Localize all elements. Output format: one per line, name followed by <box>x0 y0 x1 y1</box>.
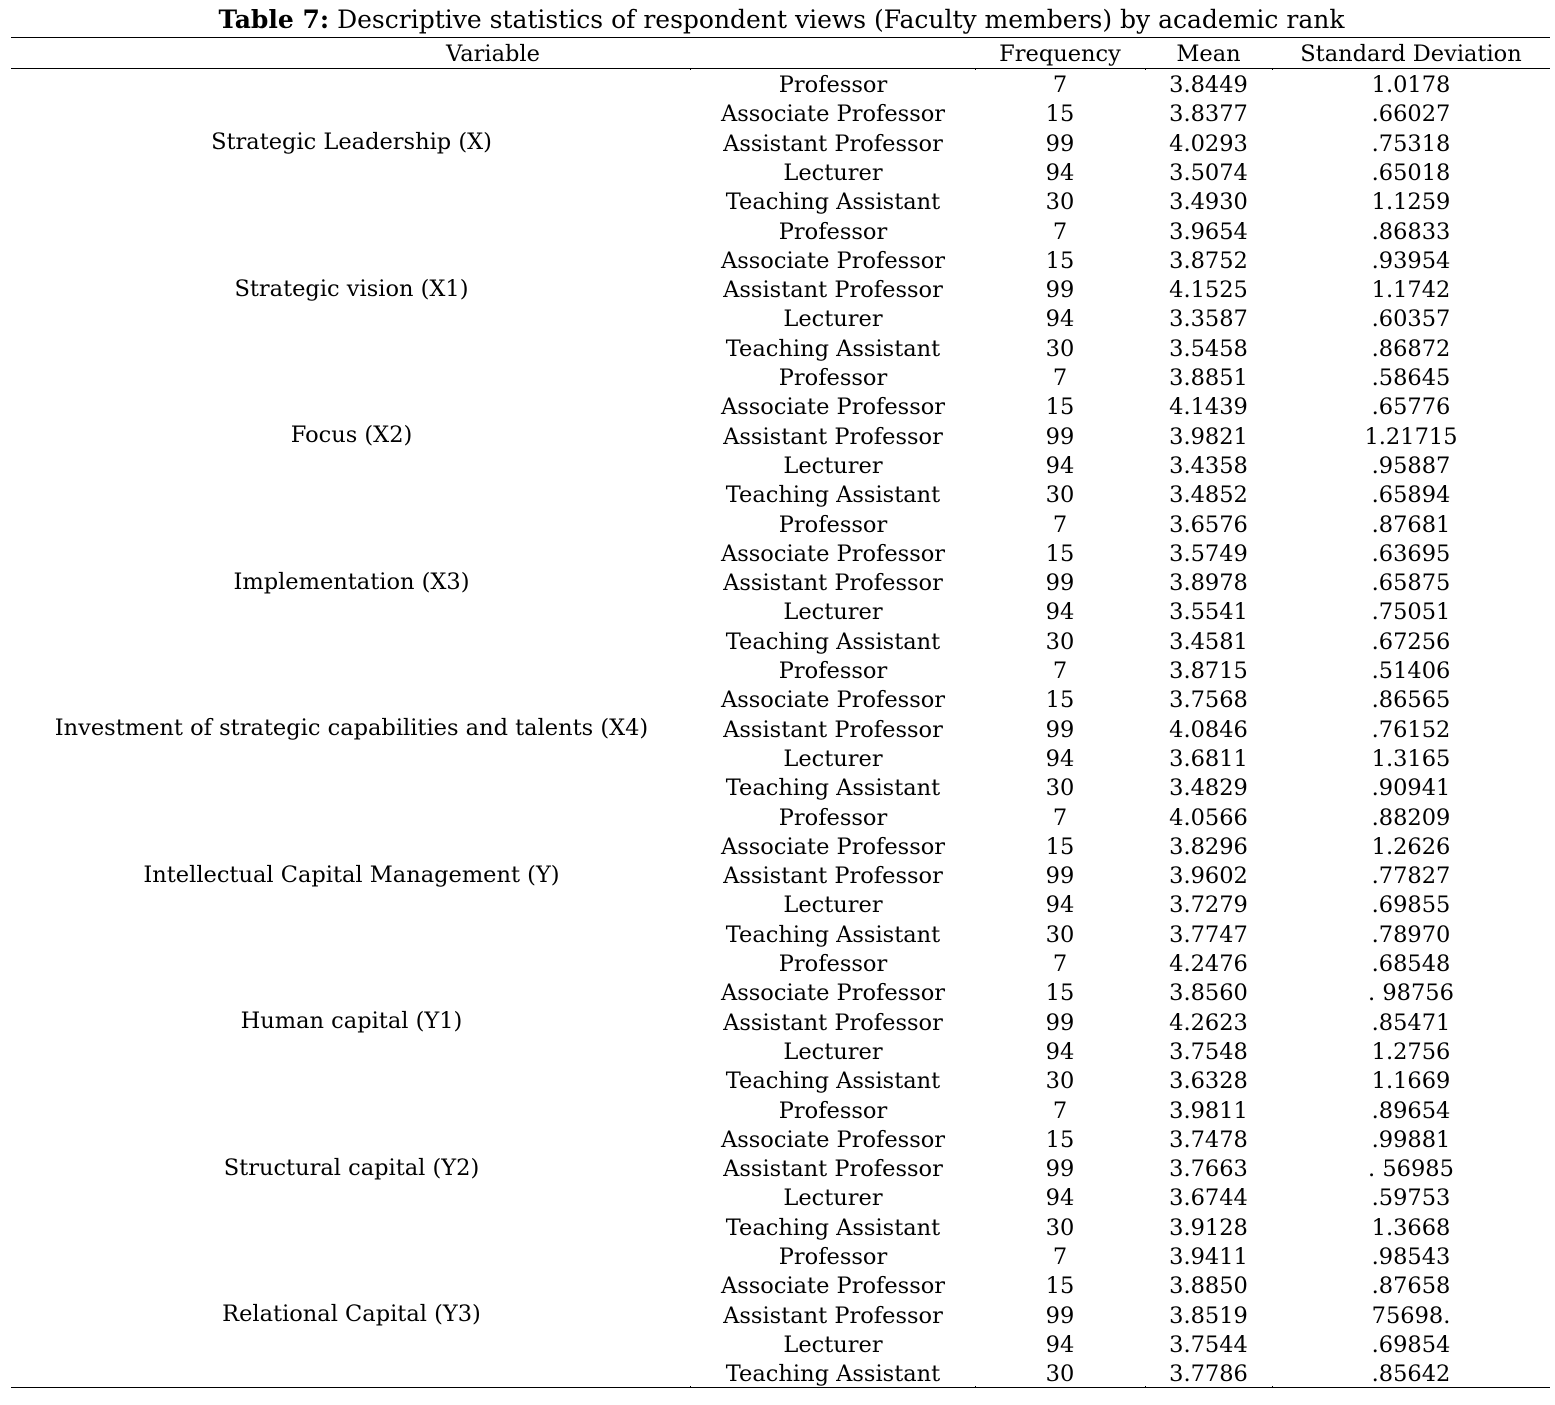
frequency-cell: 99 <box>1045 1156 1075 1183</box>
table-row <box>0 1153 1555 1182</box>
table-row <box>0 567 1555 596</box>
frequency-cell: 15 <box>1045 540 1075 567</box>
standard-deviation-cell: .59753 <box>1371 1185 1451 1212</box>
table-row <box>0 1212 1555 1241</box>
rank-cell: Associate Professor <box>720 687 946 714</box>
mean-cell: 4.1525 <box>1169 277 1248 304</box>
table-row <box>0 1241 1555 1270</box>
standard-deviation-cell: 1.2626 <box>1371 833 1451 860</box>
rank-cell: Associate Professor <box>720 1126 946 1153</box>
standard-deviation-cell: .86872 <box>1371 335 1451 362</box>
rank-cell: Assistant Professor <box>723 716 943 743</box>
rank-cell: Associate Professor <box>720 247 946 274</box>
mean-cell: 3.9811 <box>1169 1097 1248 1124</box>
mean-cell: 4.0293 <box>1169 130 1248 157</box>
table-row <box>0 831 1555 860</box>
mean-cell: 3.6576 <box>1169 511 1248 538</box>
rank-cell: Lecturer <box>783 1185 883 1212</box>
rank-cell: Professor <box>778 951 888 977</box>
table-row <box>0 1065 1555 1094</box>
frequency-cell: 99 <box>1045 716 1075 743</box>
frequency-cell: 30 <box>1045 1361 1075 1388</box>
standard-deviation-cell: .85471 <box>1371 1009 1451 1036</box>
table-row <box>0 1329 1555 1358</box>
table-body <box>0 69 1555 1388</box>
mean-cell: 3.4930 <box>1169 189 1248 216</box>
table-row <box>0 655 1555 684</box>
mean-cell: 3.7786 <box>1169 1361 1248 1388</box>
table-row <box>0 69 1555 98</box>
frequency-cell: 7 <box>1052 511 1068 538</box>
frequency-cell: 30 <box>1045 335 1075 362</box>
standard-deviation-cell: .76152 <box>1371 716 1451 743</box>
table-row <box>0 948 1555 977</box>
mean-cell: 3.8377 <box>1169 101 1248 128</box>
standard-deviation-cell: 1.1669 <box>1371 1068 1451 1095</box>
frequency-cell: 15 <box>1045 247 1075 274</box>
standard-deviation-cell: .65894 <box>1371 482 1451 509</box>
table-row <box>0 186 1555 215</box>
frequency-cell: 99 <box>1045 130 1075 157</box>
variable-group <box>0 69 1555 216</box>
top-rule <box>11 37 1550 38</box>
rank-cell: Teaching Assistant <box>725 335 941 362</box>
table-row <box>0 684 1555 713</box>
standard-deviation-cell: .77827 <box>1371 863 1451 890</box>
variable-name: Strategic vision (X1) <box>234 275 469 302</box>
table-row <box>0 919 1555 948</box>
standard-deviation-cell: .93954 <box>1371 247 1451 274</box>
mean-cell: 3.8560 <box>1169 980 1248 1007</box>
rank-cell: Teaching Assistant <box>725 921 941 948</box>
standard-deviation-cell: .99881 <box>1371 1126 1451 1153</box>
mean-cell: 3.8449 <box>1169 72 1248 98</box>
frequency-cell: 15 <box>1045 394 1075 421</box>
standard-deviation-cell: .89654 <box>1371 1097 1451 1124</box>
variable-group <box>0 1241 1555 1388</box>
standard-deviation-cell: . 98756 <box>1368 980 1454 1007</box>
rank-cell: Professor <box>778 218 888 245</box>
mean-cell: 3.8851 <box>1169 365 1248 391</box>
mean-cell: 3.9602 <box>1169 863 1248 890</box>
standard-deviation-cell: 1.3668 <box>1371 1214 1451 1241</box>
rank-cell: Assistant Professor <box>723 1009 943 1036</box>
mean-cell: 3.8978 <box>1169 570 1248 597</box>
frequency-cell: 7 <box>1052 218 1068 245</box>
variable-group <box>0 509 1555 656</box>
standard-deviation-cell: 1.2756 <box>1371 1038 1451 1065</box>
mean-cell: 3.9411 <box>1169 1244 1248 1270</box>
frequency-cell: 94 <box>1045 1038 1075 1065</box>
mean-cell: 3.5749 <box>1169 540 1248 567</box>
frequency-cell: 7 <box>1052 1244 1068 1270</box>
mean-cell: 4.2623 <box>1169 1009 1248 1036</box>
header-mean: Mean <box>1176 41 1241 67</box>
column-tick <box>1145 1386 1146 1388</box>
standard-deviation-cell: . 56985 <box>1368 1156 1454 1183</box>
mean-cell: 3.7747 <box>1169 921 1248 948</box>
mean-cell: 4.0846 <box>1169 716 1248 743</box>
rank-cell: Teaching Assistant <box>725 628 941 655</box>
table-row <box>0 362 1555 391</box>
rank-cell: Teaching Assistant <box>725 1214 941 1241</box>
table-row <box>0 1300 1555 1329</box>
table-row <box>0 743 1555 772</box>
rank-cell: Associate Professor <box>720 833 946 860</box>
mean-cell: 3.4581 <box>1169 628 1248 655</box>
rank-cell: Teaching Assistant <box>725 1361 941 1388</box>
rank-cell: Associate Professor <box>720 101 946 128</box>
standard-deviation-cell: .95887 <box>1371 452 1451 479</box>
table-title-label: Table 7: <box>218 5 330 34</box>
mean-cell: 4.0566 <box>1169 804 1248 831</box>
table-row <box>0 157 1555 186</box>
table-row <box>0 1182 1555 1211</box>
table-row <box>0 1095 1555 1124</box>
rank-cell: Associate Professor <box>720 1273 946 1300</box>
frequency-cell: 99 <box>1045 1302 1075 1329</box>
standard-deviation-cell: 75698. <box>1371 1302 1451 1329</box>
mean-cell: 3.5458 <box>1169 335 1248 362</box>
standard-deviation-cell: 1.1259 <box>1371 189 1451 216</box>
table-row <box>0 714 1555 743</box>
table-row <box>0 98 1555 127</box>
column-tick <box>975 1386 976 1388</box>
frequency-cell: 15 <box>1045 101 1075 128</box>
mean-cell: 3.6328 <box>1169 1068 1248 1095</box>
frequency-cell: 7 <box>1052 804 1068 831</box>
frequency-cell: 15 <box>1045 687 1075 714</box>
rank-cell: Lecturer <box>783 892 883 919</box>
standard-deviation-cell: .69855 <box>1371 892 1451 919</box>
standard-deviation-cell: .51406 <box>1371 658 1451 684</box>
standard-deviation-cell: 1.3165 <box>1371 745 1451 772</box>
variable-name: Strategic Leadership (X) <box>211 129 492 156</box>
frequency-cell: 99 <box>1045 1009 1075 1036</box>
frequency-cell: 15 <box>1045 980 1075 1007</box>
frequency-cell: 15 <box>1045 833 1075 860</box>
mean-cell: 3.8715 <box>1169 658 1248 684</box>
table-row <box>0 772 1555 801</box>
variable-group <box>0 216 1555 363</box>
standard-deviation-cell: .75318 <box>1371 130 1451 157</box>
standard-deviation-cell: 1.21715 <box>1364 423 1458 450</box>
standard-deviation-cell: .98543 <box>1371 1244 1451 1270</box>
rank-cell: Professor <box>778 72 888 98</box>
variable-name: Intellectual Capital Management (Y) <box>143 861 560 888</box>
frequency-cell: 30 <box>1045 628 1075 655</box>
rank-cell: Assistant Professor <box>723 863 943 890</box>
frequency-cell: 94 <box>1045 1185 1075 1212</box>
mean-cell: 3.5074 <box>1169 159 1248 186</box>
table-row <box>0 860 1555 889</box>
rank-cell: Teaching Assistant <box>725 482 941 509</box>
rank-cell: Lecturer <box>783 452 883 479</box>
rank-cell: Assistant Professor <box>723 1302 943 1329</box>
table-title-text: Descriptive statistics of respondent views (Faculty members) by academic rank <box>329 5 1345 34</box>
column-tick <box>1272 1386 1273 1388</box>
rank-cell: Assistant Professor <box>723 130 943 157</box>
table-row <box>0 1124 1555 1153</box>
table-row <box>0 1270 1555 1299</box>
rank-cell: Lecturer <box>783 159 883 186</box>
rank-cell: Professor <box>778 511 888 538</box>
mean-cell: 3.6811 <box>1169 745 1248 772</box>
rank-cell: Lecturer <box>783 745 883 772</box>
table-row <box>0 1036 1555 1065</box>
rank-cell: Lecturer <box>783 306 883 333</box>
rank-cell: Lecturer <box>783 1331 883 1358</box>
frequency-cell: 94 <box>1045 159 1075 186</box>
mean-cell: 3.6744 <box>1169 1185 1248 1212</box>
frequency-cell: 7 <box>1052 1097 1068 1124</box>
table-row <box>0 303 1555 332</box>
variable-group <box>0 948 1555 1095</box>
mean-cell: 3.4852 <box>1169 482 1248 509</box>
variable-name: Investment of strategic capabilities and talents (X4) <box>54 715 649 742</box>
frequency-cell: 94 <box>1045 599 1075 626</box>
mean-cell: 3.7568 <box>1169 687 1248 714</box>
variable-name: Focus (X2) <box>290 422 413 449</box>
frequency-cell: 94 <box>1045 892 1075 919</box>
rank-cell: Professor <box>778 1244 888 1270</box>
frequency-cell: 15 <box>1045 1273 1075 1300</box>
table-row <box>0 216 1555 245</box>
table-row <box>0 1007 1555 1036</box>
variable-name: Human capital (Y1) <box>240 1008 463 1035</box>
rank-cell: Associate Professor <box>720 394 946 421</box>
rank-cell: Teaching Assistant <box>725 775 941 802</box>
standard-deviation-cell: .69854 <box>1371 1331 1451 1358</box>
frequency-cell: 99 <box>1045 863 1075 890</box>
variable-group <box>0 802 1555 949</box>
header-frequency: Frequency <box>999 41 1121 67</box>
variable-group <box>0 655 1555 802</box>
standard-deviation-cell: .85642 <box>1371 1361 1451 1388</box>
mean-cell: 3.7544 <box>1169 1331 1248 1358</box>
frequency-cell: 30 <box>1045 1068 1075 1095</box>
mean-cell: 3.4358 <box>1169 452 1248 479</box>
mean-cell: 4.1439 <box>1169 394 1248 421</box>
mean-cell: 3.7478 <box>1169 1126 1248 1153</box>
frequency-cell: 7 <box>1052 72 1068 98</box>
mean-cell: 3.7663 <box>1169 1156 1248 1183</box>
frequency-cell: 94 <box>1045 306 1075 333</box>
frequency-cell: 94 <box>1045 452 1075 479</box>
standard-deviation-cell: .87658 <box>1371 1273 1451 1300</box>
table-row <box>0 274 1555 303</box>
standard-deviation-cell: .65875 <box>1371 570 1451 597</box>
standard-deviation-cell: .68548 <box>1371 951 1451 977</box>
frequency-cell: 99 <box>1045 423 1075 450</box>
mean-cell: 3.7548 <box>1169 1038 1248 1065</box>
table-row <box>0 509 1555 538</box>
mean-cell: 3.9821 <box>1169 423 1248 450</box>
rank-cell: Associate Professor <box>720 980 946 1007</box>
frequency-cell: 30 <box>1045 189 1075 216</box>
rank-cell: Assistant Professor <box>723 1156 943 1183</box>
column-tick <box>690 1386 691 1388</box>
bottom-rule <box>11 1387 1550 1388</box>
mean-cell: 3.9128 <box>1169 1214 1248 1241</box>
standard-deviation-cell: .78970 <box>1371 921 1451 948</box>
frequency-cell: 30 <box>1045 921 1075 948</box>
table-title <box>0 4 1555 36</box>
standard-deviation-cell: .87681 <box>1371 511 1451 538</box>
table-row <box>0 1358 1555 1387</box>
standard-deviation-cell: .86565 <box>1371 687 1451 714</box>
variable-group <box>0 1095 1555 1242</box>
frequency-cell: 7 <box>1052 365 1068 391</box>
table-row <box>0 626 1555 655</box>
frequency-cell: 7 <box>1052 951 1068 977</box>
table-row <box>0 421 1555 450</box>
mean-cell: 3.4829 <box>1169 775 1248 802</box>
frequency-cell: 30 <box>1045 482 1075 509</box>
frequency-cell: 15 <box>1045 1126 1075 1153</box>
standard-deviation-cell: 1.0178 <box>1371 72 1451 98</box>
mean-cell: 3.8296 <box>1169 833 1248 860</box>
standard-deviation-cell: .75051 <box>1371 599 1451 626</box>
table-row <box>0 391 1555 420</box>
rank-cell: Professor <box>778 658 888 684</box>
variable-name: Relational Capital (Y3) <box>222 1301 481 1328</box>
standard-deviation-cell: .58645 <box>1371 365 1451 391</box>
rank-cell: Professor <box>778 1097 888 1124</box>
mean-cell: 3.5541 <box>1169 599 1248 626</box>
standard-deviation-cell: 1.1742 <box>1371 277 1451 304</box>
rank-cell: Assistant Professor <box>723 423 943 450</box>
mean-cell: 3.7279 <box>1169 892 1248 919</box>
mean-cell: 3.8752 <box>1169 247 1248 274</box>
rank-cell: Assistant Professor <box>723 570 943 597</box>
frequency-cell: 30 <box>1045 1214 1075 1241</box>
rank-cell: Teaching Assistant <box>725 189 941 216</box>
standard-deviation-cell: .90941 <box>1371 775 1451 802</box>
standard-deviation-cell: .65776 <box>1371 394 1451 421</box>
standard-deviation-cell: .60357 <box>1371 306 1451 333</box>
frequency-cell: 30 <box>1045 775 1075 802</box>
rank-cell: Assistant Professor <box>723 277 943 304</box>
standard-deviation-cell: .67256 <box>1371 628 1451 655</box>
table-row <box>0 538 1555 567</box>
rank-cell: Associate Professor <box>720 540 946 567</box>
mean-cell: 3.3587 <box>1169 306 1248 333</box>
header-variable: Variable <box>446 41 540 67</box>
rank-cell: Lecturer <box>783 1038 883 1065</box>
frequency-cell: 99 <box>1045 570 1075 597</box>
standard-deviation-cell: .63695 <box>1371 540 1451 567</box>
frequency-cell: 94 <box>1045 745 1075 772</box>
table-row <box>0 596 1555 625</box>
rank-cell: Professor <box>778 804 888 831</box>
rank-cell: Teaching Assistant <box>725 1068 941 1095</box>
table-row <box>0 128 1555 157</box>
standard-deviation-cell: .86833 <box>1371 218 1451 245</box>
frequency-cell: 99 <box>1045 277 1075 304</box>
rank-cell: Professor <box>778 365 888 391</box>
standard-deviation-cell: .65018 <box>1371 159 1451 186</box>
table-row <box>0 802 1555 831</box>
mean-cell: 3.8519 <box>1169 1302 1248 1329</box>
header-standard-deviation: Standard Deviation <box>1300 41 1522 67</box>
variable-group <box>0 362 1555 509</box>
frequency-cell: 7 <box>1052 658 1068 684</box>
table-row <box>0 889 1555 918</box>
table-row <box>0 450 1555 479</box>
table-row <box>0 333 1555 362</box>
table-row <box>0 245 1555 274</box>
mean-cell: 3.9654 <box>1169 218 1248 245</box>
variable-name: Implementation (X3) <box>233 568 470 595</box>
variable-name: Structural capital (Y2) <box>223 1154 480 1181</box>
standard-deviation-cell: .88209 <box>1371 804 1451 831</box>
rank-cell: Lecturer <box>783 599 883 626</box>
table-row <box>0 479 1555 508</box>
frequency-cell: 94 <box>1045 1331 1075 1358</box>
mean-cell: 3.8850 <box>1169 1273 1248 1300</box>
mean-cell: 4.2476 <box>1169 951 1248 977</box>
standard-deviation-cell: .66027 <box>1371 101 1451 128</box>
table-row <box>0 977 1555 1006</box>
